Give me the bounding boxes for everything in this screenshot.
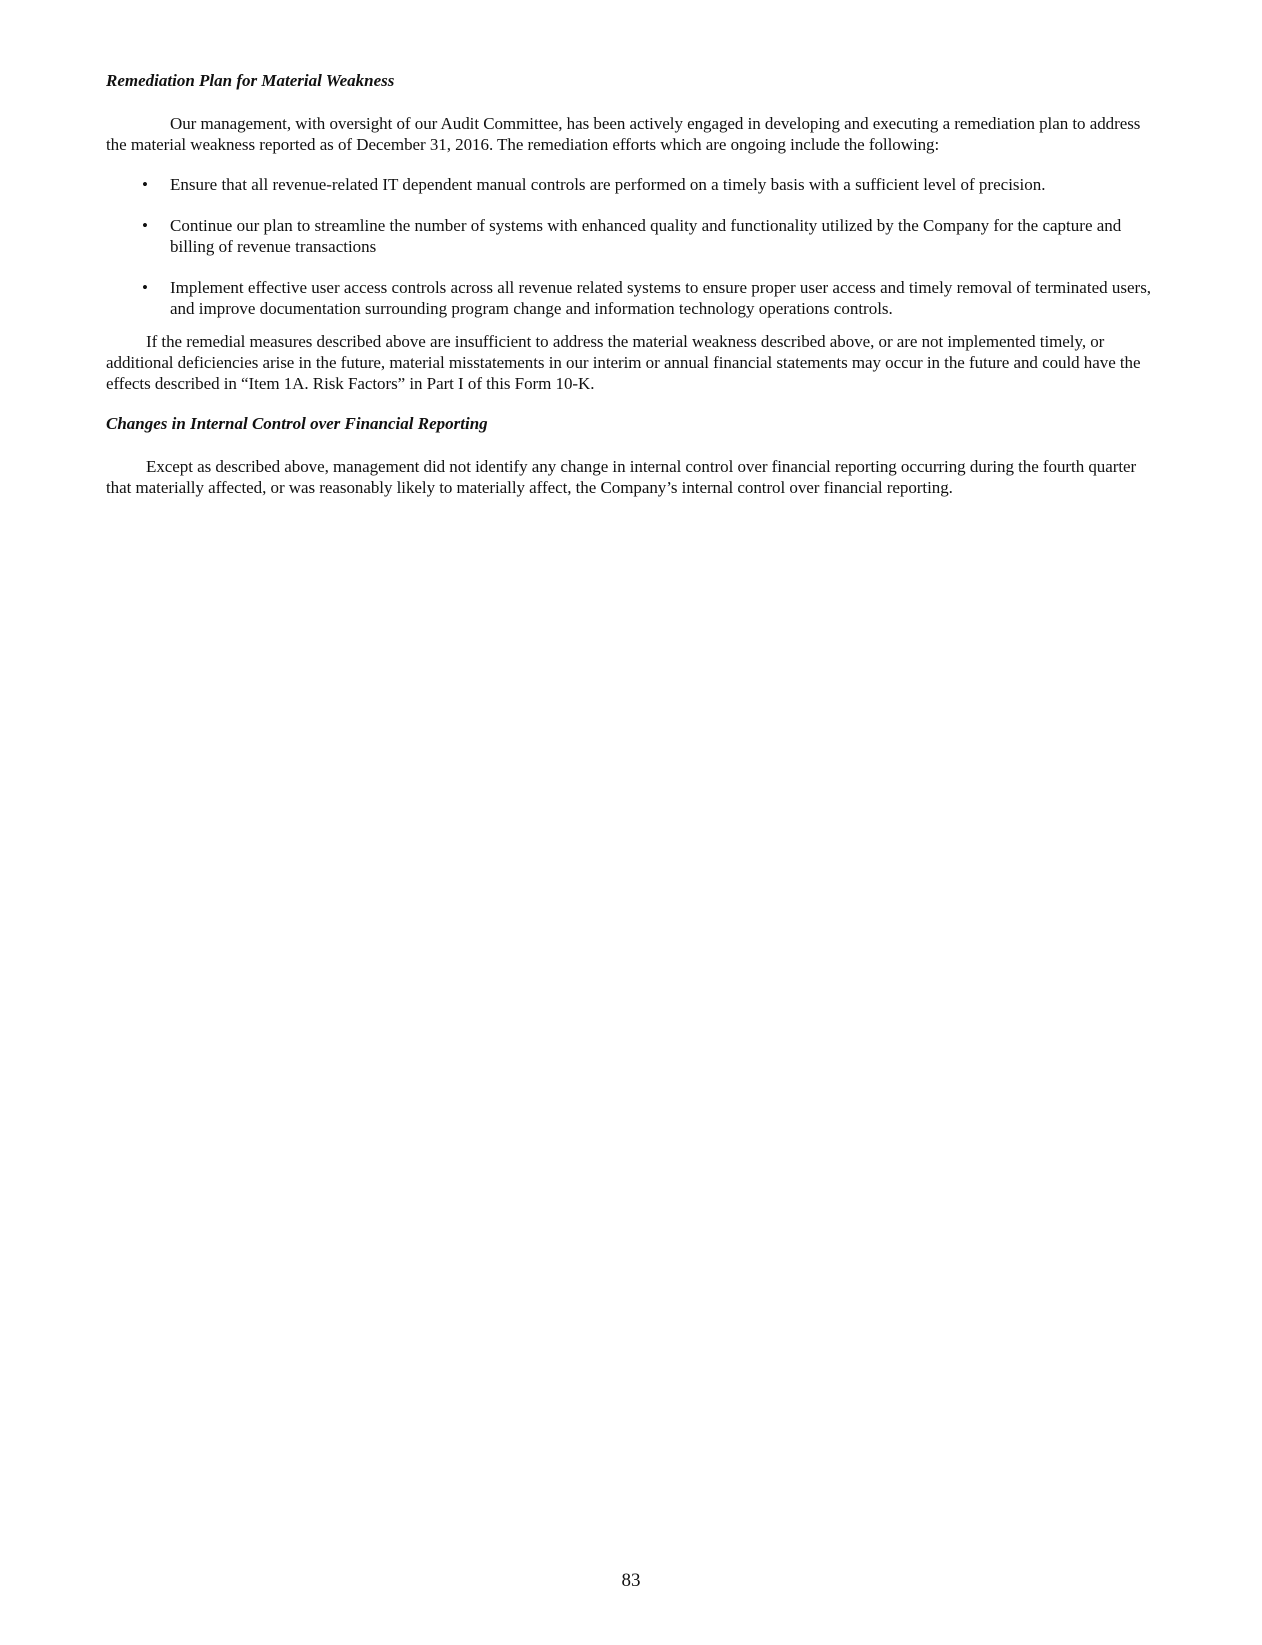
bullet-icon: • [142,216,148,235]
remediation-closing-paragraph: If the remedial measures described above are insufficient to address the material weakness described above, or are not implemented timely, or additional deficiencies arise in the future, material misstatements in our interim or annual financial statements may occur in the future and could have the effects described in “Item 1A. Risk Factors” in Part I of this Form 10-K. [106,332,1141,393]
page-content [106,70,1158,498]
changes-body-paragraph: Except as described above, management did not identify any change in internal control over financial reporting occurring during the fourth quarter that materially affected, or was reasonably likely to materially affect, the Company’s internal control over financial reporting. [106,457,1137,497]
bullet-text: Implement effective user access controls across all revenue related systems to ensure proper user access and timely removal of terminated users, and improve documentation surrounding program change and information technology operations controls. [170,278,1152,318]
page-number: 83 [621,1570,641,1591]
bullet-icon: • [142,175,148,194]
bullet-icon: • [142,278,148,297]
remediation-bullet-list [106,174,1158,319]
remediation-intro-paragraph: Our management, with oversight of our Audit Committee, has been actively engaged in developing and executing a remediation plan to address the material weakness reported as of December 31, 2016. The remediation efforts which are ongoing include the following: [106,114,1141,154]
list-item [106,215,1158,257]
list-item [106,277,1158,319]
list-item [106,174,1158,195]
section-heading-changes: Changes in Internal Control over Financial Reporting [106,414,488,433]
section-heading-remediation: Remediation Plan for Material Weakness [106,71,395,90]
bullet-text: Ensure that all revenue-related IT dependent manual controls are performed on a timely basis with a sufficient level of precision. [170,175,1046,194]
bullet-text: Continue our plan to streamline the number of systems with enhanced quality and functionality utilized by the Company for the capture and billing of revenue transactions [170,216,1122,256]
